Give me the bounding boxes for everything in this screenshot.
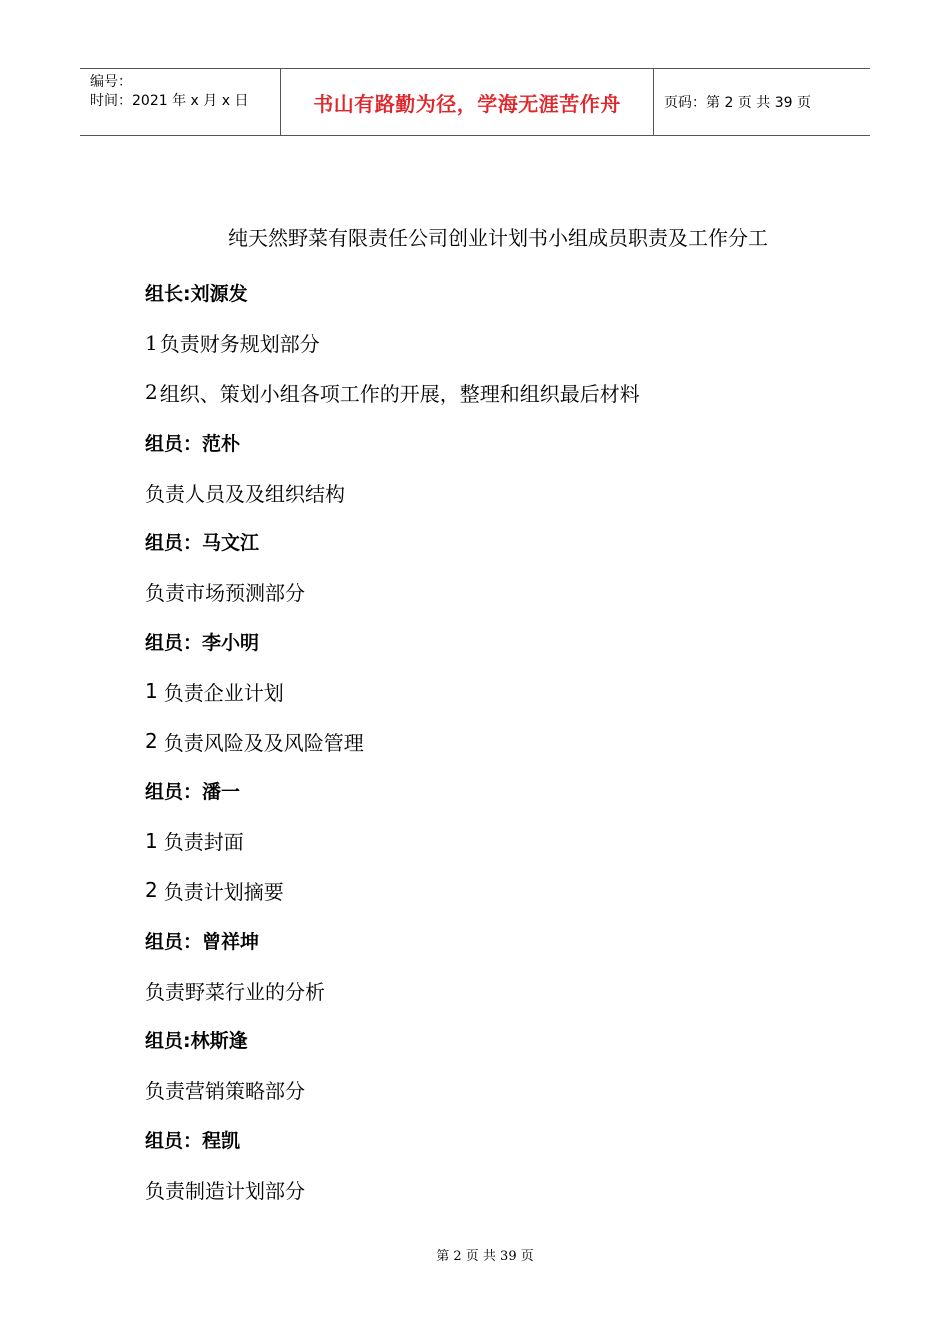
member-heading: 组员：程凯: [145, 1129, 241, 1152]
list-item: 2 组织、策划小组各项工作的开展，整理和组织最后材料: [145, 380, 640, 406]
header-motto: 书山有路勤为径，学海无涯苦作舟: [313, 91, 621, 116]
document-number: 编号：: [90, 74, 132, 90]
list-item: 负责野菜行业的分析: [145, 979, 325, 1004]
member-heading: 组员：范朴: [145, 432, 241, 455]
page-footer: 第 2 页 共 39 页: [436, 1249, 534, 1264]
document-body: [145, 268, 845, 1214]
header-page-code: 页码：第 2 页 共 39 页: [664, 95, 811, 111]
list-item: 1 负责财务规划部分: [145, 330, 320, 357]
header-motto-cell: [281, 69, 654, 135]
header-page-code-cell: [654, 69, 870, 135]
list-item: 负责人员及及组织结构: [145, 481, 345, 506]
page-header: [80, 68, 870, 136]
document-title: 纯天然野菜有限责任公司创业计划书小组成员职责及工作分工: [228, 226, 768, 250]
member-heading: 组员：李小明: [145, 631, 260, 654]
member-heading: 组员:林斯逢: [145, 1030, 248, 1053]
document-date: 时间：2021 年 x 月 x 日: [90, 93, 249, 109]
member-heading: 组员：曾祥坤: [145, 930, 260, 953]
list-item: 2 负责风险及及风险管理: [145, 729, 364, 755]
leader-heading: 组长:刘源发: [145, 283, 248, 306]
member-heading: 组员：马文江: [145, 532, 260, 555]
list-item: 2 负责计划摘要: [145, 878, 284, 904]
header-meta: [80, 69, 281, 135]
list-item: 负责市场预测部分: [145, 581, 305, 606]
member-heading: 组员：潘一: [145, 781, 241, 804]
list-item: 负责制造计划部分: [145, 1178, 305, 1203]
list-item: 1 负责企业计划: [145, 679, 284, 705]
list-item: 1 负责封面: [145, 828, 244, 855]
list-item: 负责营销策略部分: [145, 1079, 305, 1104]
